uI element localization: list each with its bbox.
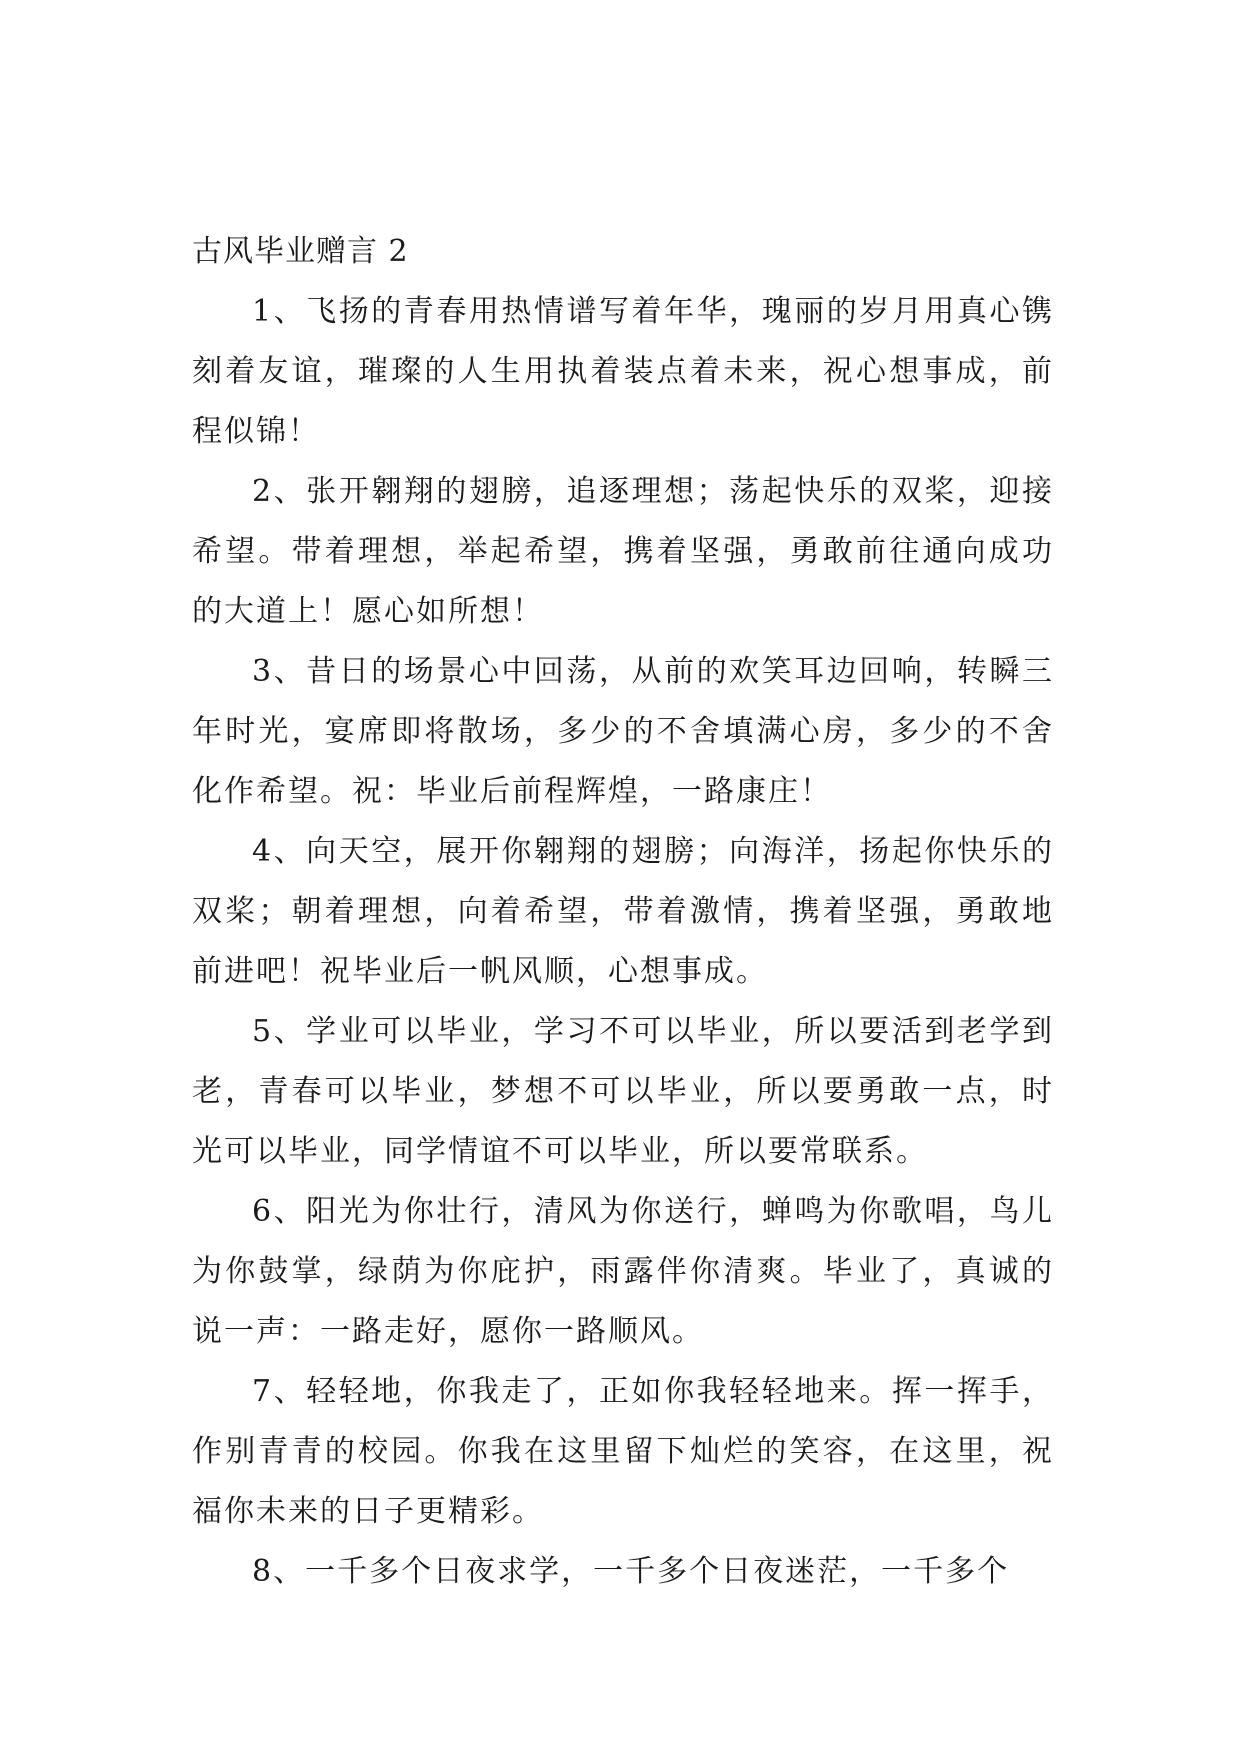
paragraph-2: 2、张开翱翔的翅膀，追逐理想；荡起快乐的双桨，迎接希望。带着理想，举起希望，携着坚强，勇敢前往通向成功的大道上！愿心如所想！ [192, 474, 1054, 629]
paragraph-8: 8、一千多个日夜求学，一千多个日夜迷茫，一千多个 [252, 1554, 1010, 1589]
paragraph-1: 1、飞扬的青春用热情谱写着年华，瑰丽的岁月用真心镌刻着友谊，璀璨的人生用执着装点着未来，祝心想事成，前程似锦！ [192, 294, 1054, 449]
paragraph-5: 5、学业可以毕业，学习不可以毕业，所以要活到老学到老，青春可以毕业，梦想不可以毕业，所以要勇敢一点，时光可以毕业，同学情谊不可以毕业，所以要常联系。 [192, 1014, 1054, 1169]
paragraph-4: 4、向天空，展开你翱翔的翅膀；向海洋，扬起你快乐的双桨；朝着理想，向着希望，带着激情，携着坚强，勇敢地前进吧！祝毕业后一帆风顺，心想事成。 [192, 834, 1054, 989]
document-body [192, 222, 1054, 1602]
document-title: 古风毕业赠言 2 [192, 234, 409, 269]
paragraph-6: 6、阳光为你壮行，清风为你送行，蝉鸣为你歌唱，鸟儿为你鼓掌，绿荫为你庇护，雨露伴你清爽。毕业了，真诚的说一声：一路走好，愿你一路顺风。 [192, 1194, 1054, 1349]
paragraph-3: 3、昔日的场景心中回荡，从前的欢笑耳边回响，转瞬三年时光，宴席即将散场，多少的不舍填满心房，多少的不舍化作希望。祝：毕业后前程辉煌，一路康庄！ [192, 654, 1054, 809]
paragraph-7: 7、轻轻地，你我走了，正如你我轻轻地来。挥一挥手，作别青青的校园。你我在这里留下灿烂的笑容，在这里，祝福你未来的日子更精彩。 [192, 1374, 1054, 1529]
